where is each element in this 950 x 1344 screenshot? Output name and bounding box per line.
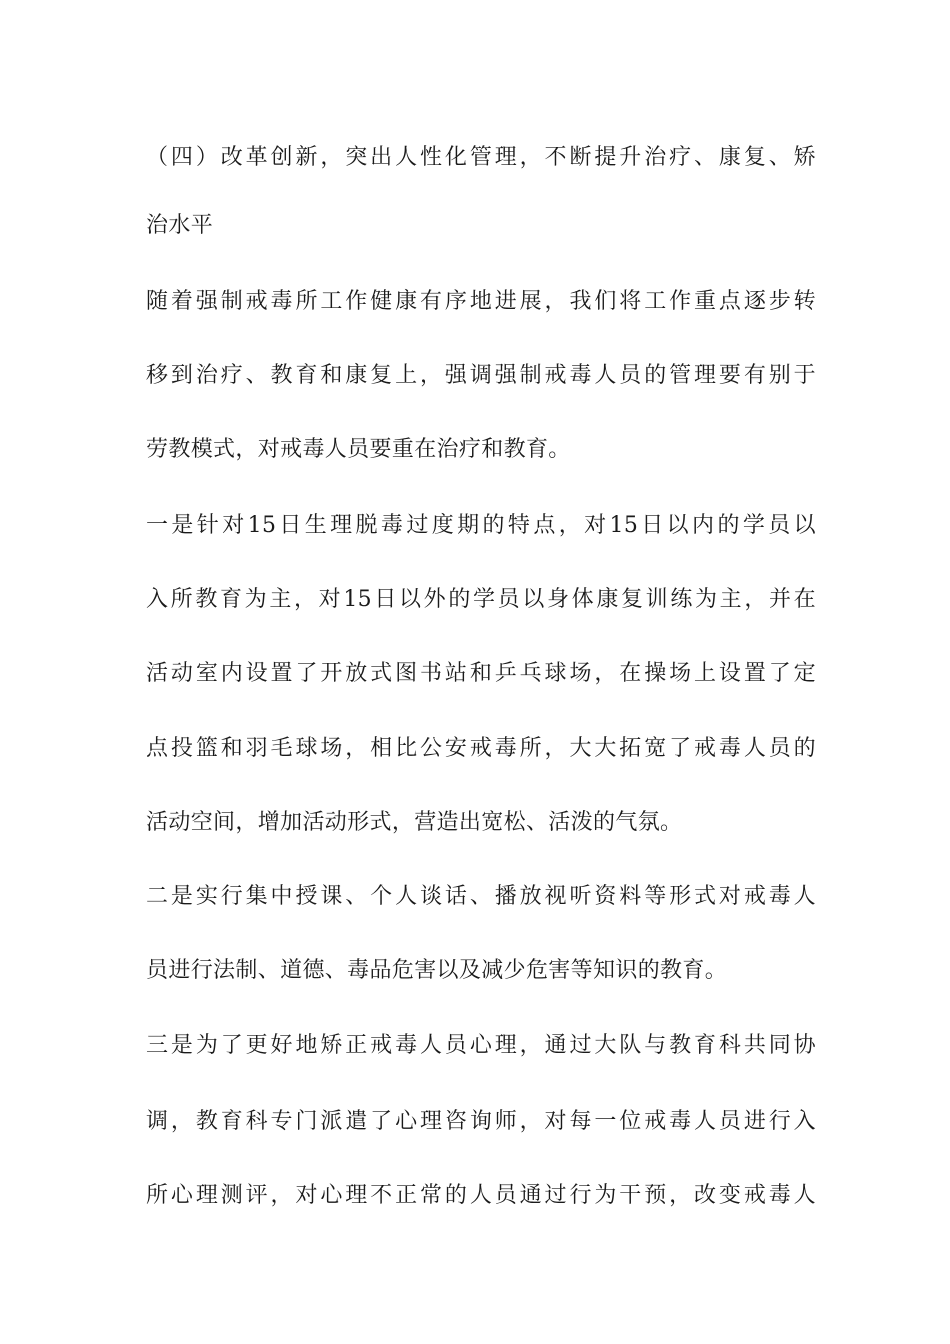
paragraph-2-line-3: 活动室内设置了开放式图书站和乒乓球场，在操场上设置了定 [146,661,816,686]
paragraph-4-line-2: 调，教育科专门派遣了心理咨询师，对每一位戒毒人员进行入 [146,1109,816,1134]
paragraph-3-line-2: 员进行法制、道德、毒品危害以及减少危害等知识的教育。 [146,958,728,983]
paragraph-3-line-1: 二是实行集中授课、个人谈话、播放视听资料等形式对戒毒人 [146,884,816,909]
paragraph-4-line-3: 所心理测评，对心理不正常的人员通过行为干预，改变戒毒人 [146,1183,816,1208]
paragraph-4-line-1: 三是为了更好地矫正戒毒人员心理，通过大队与教育科共同协 [146,1033,816,1058]
heading-line-1: （四）改革创新，突出人性化管理，不断提升治疗、康复、矫 [146,145,816,170]
paragraph-2-line-2: 入所教育为主，对15日以外的学员以身体康复训练为主，并在 [146,587,816,612]
paragraph-1-line-2: 移到治疗、教育和康复上，强调强制戒毒人员的管理要有别于 [146,363,816,388]
paragraph-2-line-5: 活动空间，增加活动形式，营造出宽松、活泼的气氛。 [146,810,683,835]
paragraph-2-line-1: 一是针对15日生理脱毒过度期的特点，对15日以内的学员以 [146,513,816,538]
paragraph-2-line-4: 点投篮和羽毛球场，相比公安戒毒所，大大拓宽了戒毒人员的 [146,736,816,761]
heading-line-2: 治水平 [146,213,214,238]
paragraph-1-line-3: 劳教模式，对戒毒人员要重在治疗和教育。 [146,437,571,462]
paragraph-1-line-1: 随着强制戒毒所工作健康有序地进展，我们将工作重点逐步转 [146,289,816,314]
